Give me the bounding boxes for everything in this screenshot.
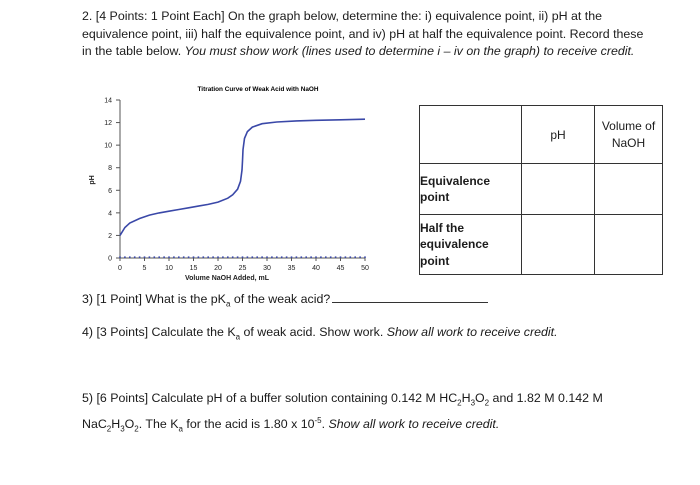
question-3-sub: a [225, 299, 231, 309]
question-3-text-a: 3) [1 Point] What is the pK [82, 292, 226, 306]
q5-sub-3: 2 [484, 398, 490, 408]
x-tick-label: 35 [287, 265, 296, 272]
q5-text-2: H [461, 391, 471, 405]
x-tick-label: 20 [214, 265, 222, 272]
data-point-marker [144, 256, 146, 258]
data-point-marker [212, 256, 214, 258]
data-point-marker [134, 256, 136, 258]
q5-sub-1: 2 [457, 398, 462, 408]
x-tick-label: 15 [189, 265, 198, 272]
x-tick-label: 5 [142, 265, 147, 272]
data-point-marker [163, 256, 165, 258]
chart-axes [104, 98, 369, 273]
data-point-marker [232, 256, 234, 258]
data-point-marker [364, 256, 366, 258]
q5-text-5: H [111, 417, 121, 432]
data-point-marker [350, 256, 352, 258]
table-row-equivalence [420, 164, 663, 215]
data-point-marker [188, 256, 190, 258]
data-point-marker [252, 256, 254, 258]
data-point-marker [276, 256, 278, 258]
data-point-marker [198, 256, 200, 258]
record-table [419, 105, 663, 275]
q5-sub-4: 2 [106, 424, 112, 434]
data-point-marker [139, 256, 141, 258]
question-5-instruction: Show all work to receive credit. [328, 417, 500, 432]
q5-sub-6: 2 [134, 424, 139, 434]
data-point-marker [129, 256, 131, 258]
data-point-marker [154, 256, 156, 258]
data-point-marker [158, 256, 160, 258]
data-point-marker [296, 256, 298, 258]
question-3-text-b: of the weak acid? [230, 292, 331, 306]
question-2-instruction: You must show work (lines used to determine i – iv on the graph) to receive credit. [184, 44, 635, 58]
y-tick-label: 8 [108, 165, 112, 173]
data-point-marker [291, 256, 293, 258]
x-tick-label: 50 [361, 265, 369, 272]
question-4-sub: a [235, 332, 241, 342]
table-header-volume: Volume of NaOH [595, 106, 663, 164]
x-tick-label: 25 [238, 265, 247, 272]
table-header-row [420, 106, 663, 164]
data-point-marker [266, 256, 268, 258]
data-point-marker [305, 256, 307, 258]
data-point-marker [281, 256, 283, 258]
data-point-marker [119, 256, 121, 258]
titration-curve-line [120, 119, 365, 235]
x-tick-label: 10 [165, 265, 173, 272]
titration-chart [82, 78, 382, 294]
data-point-marker [168, 256, 170, 258]
answer-cell-half-volume[interactable] [595, 215, 663, 275]
y-tick-label: 0 [108, 255, 112, 263]
question-2-text: 2. [4 Points: 1 Point Each] On the graph below, determine the: i) equivalence point, ii) pH at the equivalence point, iii) half the equivalence point, and iv) pH at half the equivalence point. Record these in the table below. [82, 9, 644, 58]
table-row-half-equivalence [420, 215, 663, 275]
x-tick-label: 40 [312, 265, 320, 272]
question-4-instruction: Show all work to receive credit. [386, 325, 558, 339]
table-header-ph: pH [522, 106, 595, 164]
q5-sub-2: 3 [470, 398, 476, 408]
data-point-marker [301, 256, 303, 258]
data-point-marker [237, 256, 239, 258]
question-5 [82, 390, 642, 438]
q5-text-8: for the acid is 1.80 x 10 [182, 417, 315, 432]
data-point-marker [340, 256, 342, 258]
y-tick-label: 14 [104, 97, 112, 105]
data-point-marker [261, 256, 263, 258]
data-point-marker [286, 256, 288, 258]
titration-chart-svg [82, 78, 382, 294]
y-tick-label: 12 [104, 120, 112, 128]
answer-cell-equivalence-ph[interactable] [522, 164, 595, 215]
y-tick-label: 4 [108, 210, 112, 218]
table-header-empty-cell [420, 106, 522, 164]
q5-sub-5: 3 [120, 424, 125, 434]
data-point-marker [217, 256, 219, 258]
q5-text-3: O [475, 391, 485, 405]
chart-marks [119, 119, 366, 258]
question-4-text-a: 4) [3 Points] Calculate the K [82, 325, 236, 339]
data-point-marker [242, 256, 244, 258]
data-point-marker [325, 256, 327, 258]
q5-text-1: 5) [6 Points] Calculate pH of a buffer solution containing 0.142 M HC [82, 391, 458, 405]
data-point-marker [359, 256, 361, 258]
data-point-marker [149, 256, 151, 258]
table-row-label-half-equivalence: Half the equivalence point [420, 215, 522, 275]
x-tick-label: 45 [336, 265, 345, 272]
answer-cell-equivalence-volume[interactable] [595, 164, 663, 215]
data-point-marker [315, 256, 317, 258]
data-point-marker [227, 256, 229, 258]
q5-text-6: O [124, 417, 135, 432]
answer-cell-half-ph[interactable] [522, 215, 595, 275]
question-3-answer-blank[interactable] [332, 292, 488, 303]
question-3 [82, 292, 488, 308]
question-2 [82, 8, 652, 61]
table-row-label-equivalence: Equivalence point [420, 164, 522, 215]
x-axis-label: Volume NaOH Added, mL [184, 275, 270, 282]
data-point-marker [203, 256, 205, 258]
data-point-marker [330, 256, 332, 258]
data-point-marker [124, 256, 126, 258]
data-point-marker [183, 256, 185, 258]
data-point-marker [320, 256, 322, 258]
y-tick-label: 2 [108, 232, 112, 240]
y-tick-label: 6 [108, 187, 112, 195]
question-4-text-b: of weak acid. Show work. [240, 325, 384, 339]
q5-sub-7: a [178, 424, 183, 434]
q5-sup: -5 [314, 415, 322, 425]
data-point-marker [247, 256, 249, 258]
data-point-marker [345, 256, 347, 258]
data-point-marker [193, 256, 195, 258]
data-point-marker [335, 256, 337, 258]
data-point-marker [173, 256, 175, 258]
data-point-marker [256, 256, 258, 258]
data-point-marker [222, 256, 224, 258]
data-point-marker [207, 256, 209, 258]
y-axis-label: pH [89, 175, 96, 185]
data-point-marker [178, 256, 180, 258]
x-tick-label: 0 [118, 265, 122, 272]
data-point-marker [310, 256, 312, 258]
q5-text-7: . The K [138, 417, 179, 432]
q5-text-9: . [321, 417, 329, 432]
question-4 [82, 325, 558, 341]
chart-title: Titration Curve of Weak Acid with NaOH [197, 86, 319, 93]
x-tick-label: 30 [263, 265, 271, 272]
data-point-marker [271, 256, 273, 258]
q5-text-4: and 1.82 M 0.142 M NaC [82, 391, 603, 432]
y-tick-label: 10 [104, 142, 112, 150]
data-point-marker [354, 256, 356, 258]
